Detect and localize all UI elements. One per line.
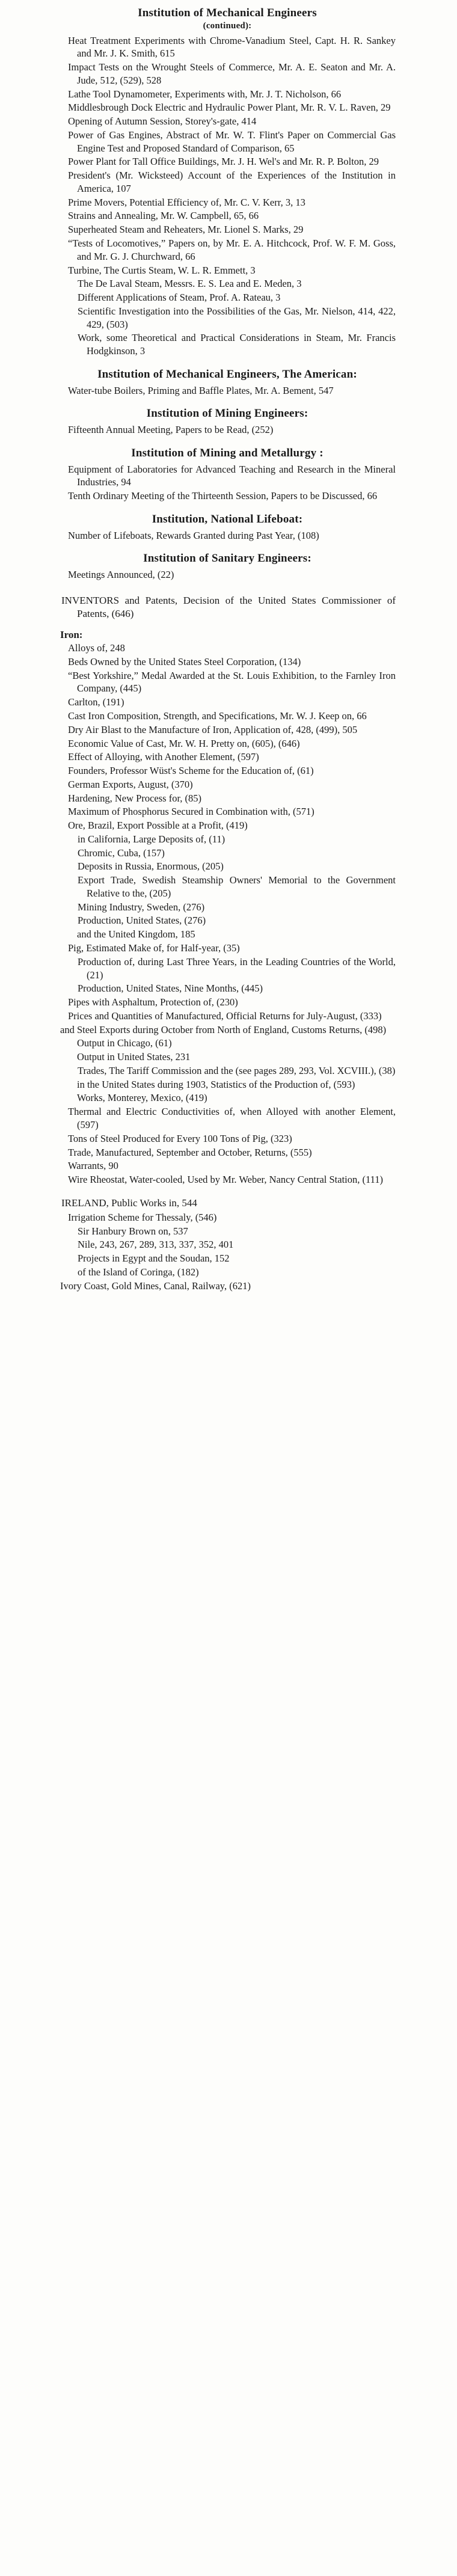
index-entry: Strains and Annealing, Mr. W. Campbell, 65, 66: [68, 210, 259, 222]
section-heading-mining-eng: Institution of Mining Engineers:: [146, 407, 308, 420]
index-entry: Prices and Quantities of Manufactured, Official Returns for July-August, (333): [68, 1010, 382, 1022]
index-entry: Meetings Announced, (22): [68, 569, 174, 581]
index-entry: Heat Treatment Experiments with Chrome-Vanadium Steel, Capt. H. R. Sankey and Mr. J. K. Smith, 615: [68, 34, 396, 60]
index-subentry: Output in United States, 231: [77, 1051, 191, 1063]
index-entry: Effect of Alloying, with Another Element, (597): [68, 751, 259, 763]
index-subentry: Works, Monterey, Mexico, (419): [77, 1092, 207, 1104]
index-subentry: Projects in Egypt and the Soudan, 152: [78, 1253, 230, 1265]
index-subheading-iron: Iron:: [60, 629, 83, 641]
index-subentry: in the United States during 1903, Statistics of the Production of, (593): [77, 1078, 355, 1090]
section-heading-sanitary-eng: Institution of Sanitary Engineers:: [143, 552, 311, 565]
index-entry: President's (Mr. Wicksteed) Account of the Experiences of the Institution in America, 107: [68, 170, 396, 194]
section-heading-mech-eng: [59, 6, 396, 32]
index-subentry: Deposits in Russia, Enormous, (205): [78, 860, 224, 872]
index-entry: German Exports, August, (370): [68, 778, 193, 790]
index-subentry: Sir Hanbury Brown on, 537: [78, 1225, 188, 1237]
index-entry: Hardening, New Process for, (85): [68, 792, 202, 804]
index-subentry: Trades, The Tariff Commission and the (see pages 289, 293, Vol. XCVIII.), (38): [78, 1064, 396, 1076]
index-entry: Impact Tests on the Wrought Steels of Commerce, Mr. A. E. Seaton and Mr. A. Jude, 512, (529), 528: [68, 61, 396, 86]
index-subentry: and the United Kingdom, 185: [77, 928, 195, 940]
index-subentry: Scientific Investigation into the Possibilities of the Gas, Mr. Nielson, 414, 422, 429, (503): [78, 305, 396, 330]
index-entry: “Tests of Locomotives,” Papers on, by Mr. E. A. Hitchcock, Prof. W. F. M. Goss, and Mr. G. J. Churchward, 66: [68, 237, 396, 262]
index-subentry: Different Applications of Steam, Prof. A. Rateau, 3: [78, 292, 281, 304]
section-heading-national-lifeboat: Institution, National Lifeboat:: [152, 512, 303, 526]
index-entry: Middlesbrough Dock Electric and Hydraulic Power Plant, Mr. R. V. L. Raven, 29: [68, 102, 391, 114]
section-heading-text: Institution of Mechanical Engineers: [138, 7, 317, 19]
spacer: [59, 582, 396, 586]
index-entry: Maximum of Phosphorus Secured in Combination with, (571): [68, 806, 314, 818]
index-entry: Founders, Professor Wüst's Scheme for the Education of, (61): [68, 765, 314, 777]
index-entry: Lathe Tool Dynamometer, Experiments with, Mr. J. T. Nicholson, 66: [68, 88, 342, 100]
index-entry: Equipment of Laboratories for Advanced Teaching and Research in the Mineral Industries, 94: [68, 463, 396, 488]
index-entry: Beds Owned by the United States Steel Corporation, (134): [68, 655, 301, 667]
index-entry: Wire Rheostat, Water-cooled, Used by Mr. Weber, Nancy Central Station, (111): [68, 1174, 384, 1186]
index-entry: and Steel Exports during October from North of England, Customs Returns, (498): [60, 1023, 387, 1035]
index-entry: Irrigation Scheme for Thessaly, (546): [68, 1211, 217, 1223]
index-entry: Ivory Coast, Gold Mines, Canal, Railway, (621): [60, 1280, 251, 1292]
index-entry: Power of Gas Engines, Abstract of Mr. W. T. Flint's Paper on Commercial Gas Engine Test and Proposed Standard of Comparison, 65: [68, 129, 396, 154]
index-subentry: of the Island of Coringa, (182): [78, 1266, 199, 1278]
index-entry: Thermal and Electric Conductivities of, when Alloyed with another Element, (597): [68, 1106, 396, 1130]
section-continued-label: (continued):: [203, 20, 252, 31]
index-entry: Power Plant for Tall Office Buildings, Mr. J. H. Wel's and Mr. R. P. Bolton, 29: [68, 156, 379, 168]
index-entry: Fifteenth Annual Meeting, Papers to be Read, (252): [68, 424, 274, 436]
index-major-entry-inventors: INVENTORS and Patents, Decision of the United States Commissioner of Patents, (646): [61, 594, 396, 620]
index-entry: Tons of Steel Produced for Every 100 Tons of Pig, (323): [68, 1132, 292, 1144]
index-subentry: Production of, during Last Three Years, in the Leading Countries of the World, (21): [78, 955, 396, 981]
spacer: [59, 1187, 396, 1191]
index-entry: Pipes with Asphaltum, Protection of, (230): [68, 996, 238, 1008]
index-subentry: Nile, 243, 267, 289, 313, 337, 352, 401: [78, 1239, 234, 1251]
index-entry: Superheated Steam and Reheaters, Mr. Lionel S. Marks, 29: [68, 224, 304, 236]
index-subentry: Mining Industry, Sweden, (276): [78, 901, 205, 913]
index-entry: Cast Iron Composition, Strength, and Specifications, Mr. W. J. Keep on, 66: [68, 710, 367, 722]
index-subentry: Work, some Theoretical and Practical Considerations in Steam, Mr. Francis Hodgkinson, 3: [78, 332, 396, 357]
section-heading-mining-metallurgy: Institution of Mining and Metallurgy :: [131, 446, 324, 459]
index-entry: “Best Yorkshire,” Medal Awarded at the St. Louis Exhibition, to the Farnley Iron Company, (445): [68, 669, 396, 695]
index-column: [59, 6, 396, 1292]
index-subentry: Chromic, Cuba, (157): [78, 847, 165, 859]
index-subentry: The De Laval Steam, Messrs. E. S. Lea and E. Meden, 3: [78, 278, 302, 290]
index-entry: Pig, Estimated Make of, for Half-year, (35): [68, 942, 240, 954]
index-entry: Prime Movers, Potential Efficiency of, Mr. C. V. Kerr, 3, 13: [68, 196, 305, 208]
index-entry: Alloys of, 248: [68, 642, 125, 654]
section-heading-mech-eng-american: Institution of Mechanical Engineers, The American:: [97, 367, 357, 381]
index-entry: Trade, Manufactured, September and October, Returns, (555): [68, 1146, 312, 1158]
index-subentry: Output in Chicago, (61): [77, 1037, 172, 1049]
index-entry: Carlton, (191): [68, 696, 124, 708]
index-entry: Dry Air Blast to the Manufacture of Iron, Application of, 428, (499), 505: [68, 723, 358, 735]
index-subentry: in California, Large Deposits of, (11): [78, 833, 225, 845]
index-entry: Warrants, 90: [68, 1160, 118, 1172]
index-entry: Ore, Brazil, Export Possible at a Profit, (419): [68, 820, 248, 832]
index-entry: Water-tube Boilers, Priming and Baffle Plates, Mr. A. Bement, 547: [68, 384, 334, 396]
index-subentry: Production, United States, Nine Months, (445): [78, 983, 263, 995]
index-entry: Tenth Ordinary Meeting of the Thirteenth Session, Papers to be Discussed, 66: [68, 490, 378, 502]
index-subentry: Export Trade, Swedish Steamship Owners' Memorial to the Government Relative to the, (205): [78, 874, 396, 899]
index-entry: Number of Lifeboats, Rewards Granted during Past Year, (108): [68, 529, 319, 541]
index-entry: Economic Value of Cast, Mr. W. H. Pretty on, (605), (646): [68, 737, 300, 749]
index-major-entry-ireland: IRELAND, Public Works in, 544: [61, 1197, 197, 1209]
index-entry: Opening of Autumn Session, Storey's-gate, 414: [68, 115, 257, 127]
index-subentry: Production, United States, (276): [78, 915, 206, 927]
index-entry: Turbine, The Curtis Steam, W. L. R. Emmett, 3: [68, 264, 256, 276]
